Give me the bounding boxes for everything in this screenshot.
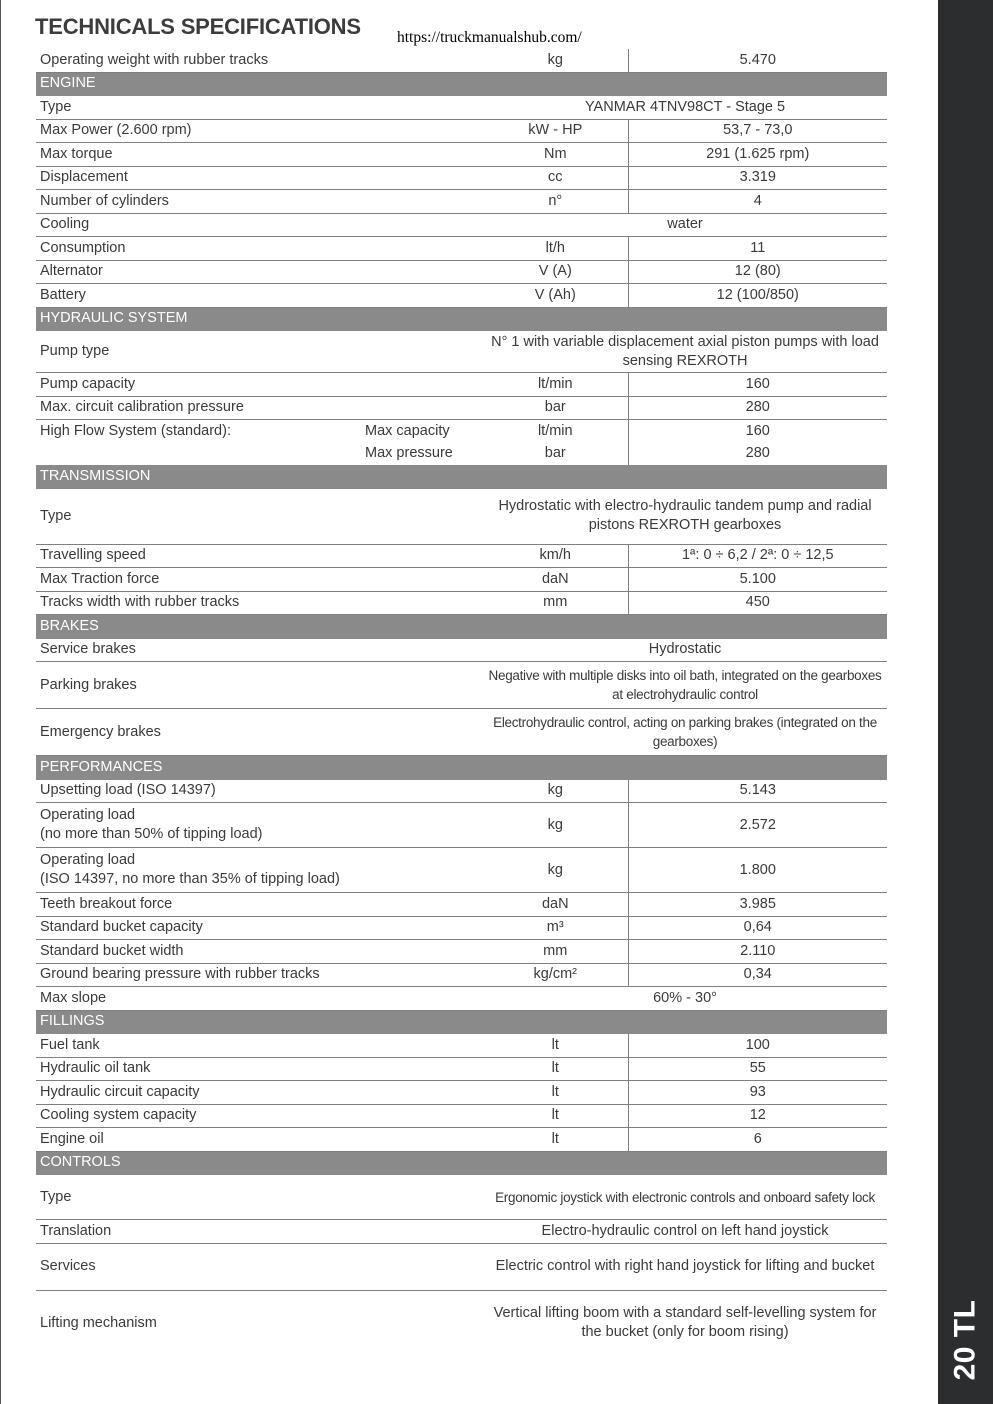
section-header-transmission <box>36 465 887 488</box>
row-value: 12 (80) <box>628 260 887 284</box>
row-label: Cooling <box>36 213 483 237</box>
row-value: 5.143 <box>628 779 887 803</box>
row-label: Operating weight with rubber tracks <box>36 49 483 72</box>
table-row <box>36 237 887 261</box>
row-label-line2: (no more than 50% of tipping load) <box>40 826 263 842</box>
page-left-rule <box>0 0 1 1404</box>
row-label: Travelling speed <box>36 544 483 568</box>
row-label: Ground bearing pressure with rubber tracks <box>36 963 483 987</box>
table-row <box>36 213 887 237</box>
row-value: 450 <box>628 591 887 615</box>
row-value: 12 <box>628 1104 887 1128</box>
table-row <box>36 1128 887 1152</box>
section-header-fillings <box>36 1010 887 1034</box>
table-row <box>36 591 887 615</box>
row-value: Negative with multiple disks into oil bath, integrated on the gearboxes at electrohydraulic control <box>483 662 887 709</box>
row-label: Max. circuit calibration pressure <box>36 396 483 420</box>
page-title: TECHNICALS SPECIFICATIONS <box>35 14 361 39</box>
section-title: BRAKES <box>36 615 887 639</box>
row-label: Battery <box>36 284 483 308</box>
row-unit: kg <box>483 803 628 848</box>
row-value: 2.572 <box>628 803 887 848</box>
row-label: Type <box>36 488 483 544</box>
row-label: Displacement <box>36 166 483 190</box>
row-value: 0,64 <box>628 916 887 940</box>
source-url: https://truckmanualshub.com/ <box>397 29 582 46</box>
row-unit: lt/min <box>483 373 628 397</box>
row-value: Hydrostatic with electro-hydraulic tandem pump and radial pistons REXROTH gearboxes <box>483 488 887 544</box>
table-row <box>36 1290 887 1356</box>
row-label: Emergency brakes <box>36 709 483 756</box>
row-unit: V (A) <box>483 260 628 284</box>
row-label: Pump capacity <box>36 373 483 397</box>
row-value: N° 1 with variable displacement axial piston pumps with load sensing REXROTH <box>483 331 887 373</box>
table-row <box>36 1175 887 1220</box>
row-value: 53,7 - 73,0 <box>628 119 887 143</box>
row-value: 160 <box>628 373 887 397</box>
row-value: 5.470 <box>628 49 887 72</box>
table-row <box>36 893 887 917</box>
row-label: Pump type <box>36 331 483 373</box>
row-label-line1: Operating load <box>40 852 136 868</box>
section-title: TRANSMISSION <box>36 465 887 488</box>
row-label: Number of cylinders <box>36 190 483 214</box>
row-unit: bar <box>483 443 628 466</box>
row-unit: kg <box>483 779 628 803</box>
row-label: High Flow System (standard): <box>40 422 231 439</box>
row-value: Vertical lifting boom with a standard self-levelling system for the bucket (only for boom rising) <box>493 1305 877 1340</box>
row-label <box>36 848 483 893</box>
row-unit: m³ <box>483 916 628 940</box>
row-label-line1: Operating load <box>40 807 136 823</box>
section-title: HYDRAULIC SYSTEM <box>36 307 887 331</box>
row-unit: lt <box>483 1057 628 1081</box>
row-label: Engine oil <box>36 1128 483 1152</box>
row-value: water <box>483 213 887 237</box>
row-value: 2.110 <box>628 940 887 964</box>
row-label: Hydraulic oil tank <box>36 1057 483 1081</box>
table-row <box>36 260 887 284</box>
row-unit: kg/cm² <box>483 963 628 987</box>
row-sublabel: Max pressure <box>365 445 453 462</box>
section-header-controls <box>36 1151 887 1175</box>
side-bar <box>938 0 993 1404</box>
row-label: Lifting mechanism <box>40 1314 157 1331</box>
row-unit: km/h <box>483 544 628 568</box>
row-value: Hydrostatic <box>483 638 887 662</box>
table-row <box>36 916 887 940</box>
row-label: Tracks width with rubber tracks <box>36 591 483 615</box>
row-value: 291 (1.625 rpm) <box>628 143 887 167</box>
row-unit: lt <box>483 1081 628 1105</box>
row-unit: mm <box>483 940 628 964</box>
table-row <box>36 396 887 420</box>
row-unit: lt <box>483 1104 628 1128</box>
row-label: Translation <box>36 1220 483 1244</box>
row-label: Alternator <box>36 260 483 284</box>
table-row <box>36 1057 887 1081</box>
table-row <box>36 987 887 1011</box>
table-row <box>36 848 887 893</box>
table-row <box>36 940 887 964</box>
model-text: 20 TL <box>948 1299 982 1381</box>
section-header-performances <box>36 756 887 780</box>
table-row <box>36 373 887 397</box>
row-unit: mm <box>483 591 628 615</box>
row-label-line2: (ISO 14397, no more than 35% of tipping load) <box>40 871 340 887</box>
row-label: Type <box>36 96 483 120</box>
row-sublabel: Max capacity <box>365 422 450 439</box>
section-header-hydraulic <box>36 307 887 331</box>
row-value: 100 <box>628 1034 887 1058</box>
table-row <box>36 803 887 848</box>
table-row <box>36 1081 887 1105</box>
row-unit: kg <box>483 49 628 72</box>
row-value: 5.100 <box>628 568 887 592</box>
row-value: Electro-hydraulic control on left hand joystick <box>483 1220 887 1244</box>
spec-table <box>36 49 887 1356</box>
row-label: Services <box>36 1243 483 1290</box>
table-row <box>36 331 887 373</box>
row-unit: cc <box>483 166 628 190</box>
row-label: Type <box>36 1175 483 1220</box>
row-label: Teeth breakout force <box>36 893 483 917</box>
section-title: FILLINGS <box>36 1010 887 1034</box>
section-title: ENGINE <box>36 72 887 96</box>
table-row <box>36 1034 887 1058</box>
row-unit: lt <box>483 1034 628 1058</box>
table-row <box>36 963 887 987</box>
row-value: 6 <box>628 1128 887 1152</box>
section-title: CONTROLS <box>36 1151 887 1175</box>
row-label: Standard bucket width <box>36 940 483 964</box>
row-label: Max slope <box>36 987 483 1011</box>
row-label: Consumption <box>36 237 483 261</box>
row-value: 60% - 30° <box>483 987 887 1011</box>
row-unit: bar <box>483 396 628 420</box>
row-label: Hydraulic circuit capacity <box>36 1081 483 1105</box>
table-row <box>36 662 887 709</box>
table-row <box>36 568 887 592</box>
table-row <box>36 779 887 803</box>
row-unit: lt/h <box>483 237 628 261</box>
row-label <box>36 803 483 848</box>
row-value: Ergonomic joystick with electronic controls and onboard safety lock <box>483 1175 887 1220</box>
row-label: Standard bucket capacity <box>36 916 483 940</box>
row-unit: lt/min <box>483 420 628 443</box>
row-unit: lt <box>483 1128 628 1152</box>
table-row <box>36 709 887 756</box>
table-row <box>36 443 887 466</box>
table-row <box>36 420 887 443</box>
row-value: Electrohydraulic control, acting on parking brakes (integrated on the gearboxes) <box>483 709 887 756</box>
table-row <box>36 1243 887 1290</box>
table-row <box>36 284 887 308</box>
row-value: 11 <box>628 237 887 261</box>
table-row <box>36 190 887 214</box>
table-row <box>36 638 887 662</box>
row-value: 93 <box>628 1081 887 1105</box>
row-label: Max torque <box>36 143 483 167</box>
row-value: 160 <box>745 422 770 439</box>
row-value: 12 (100/850) <box>628 284 887 308</box>
table-row <box>36 119 887 143</box>
section-header-brakes <box>36 615 887 639</box>
row-value: 55 <box>628 1057 887 1081</box>
row-unit: kW - HP <box>483 119 628 143</box>
row-value: 280 <box>628 396 887 420</box>
table-row <box>36 49 887 72</box>
row-label: Service brakes <box>36 638 483 662</box>
row-label: Cooling system capacity <box>36 1104 483 1128</box>
row-label: Fuel tank <box>36 1034 483 1058</box>
row-label: Max Traction force <box>36 568 483 592</box>
table-row <box>36 488 887 544</box>
model-label <box>938 1295 993 1385</box>
row-unit: daN <box>483 893 628 917</box>
section-header-engine <box>36 72 887 96</box>
table-row <box>36 143 887 167</box>
row-value: 280 <box>745 445 770 462</box>
row-label: Parking brakes <box>36 662 483 709</box>
row-unit: daN <box>483 568 628 592</box>
row-unit: Nm <box>483 143 628 167</box>
row-value: 1ª: 0 ÷ 6,2 / 2ª: 0 ÷ 12,5 <box>628 544 887 568</box>
table-row <box>36 96 887 120</box>
row-value: 3.319 <box>628 166 887 190</box>
row-value: 3.985 <box>628 893 887 917</box>
row-unit: V (Ah) <box>483 284 628 308</box>
table-row <box>36 544 887 568</box>
table-row <box>36 1220 887 1244</box>
row-unit: n° <box>483 190 628 214</box>
row-value: Electric control with right hand joystick for lifting and bucket <box>483 1243 887 1290</box>
row-label: Upsetting load (ISO 14397) <box>36 779 483 803</box>
row-value: 1.800 <box>628 848 887 893</box>
row-value: 4 <box>628 190 887 214</box>
row-value: 0,34 <box>628 963 887 987</box>
row-label: Max Power (2.600 rpm) <box>36 119 483 143</box>
row-value: YANMAR 4TNV98CT - Stage 5 <box>483 96 887 120</box>
section-title: PERFORMANCES <box>36 756 887 780</box>
table-row <box>36 166 887 190</box>
table-row <box>36 1104 887 1128</box>
row-unit: kg <box>483 848 628 893</box>
